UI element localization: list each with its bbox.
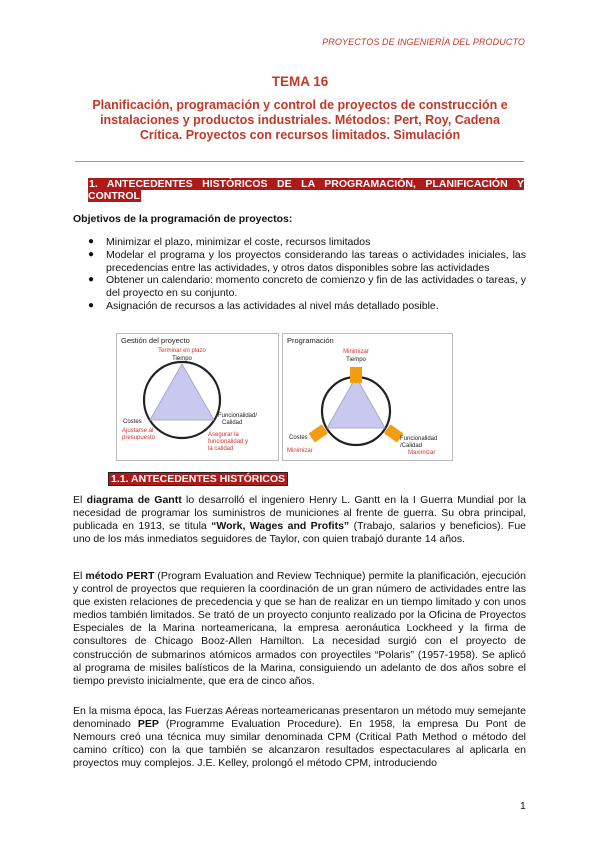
right-minimize-label: Minimizar	[287, 448, 313, 454]
left-top-label: Tiempo	[172, 356, 192, 362]
list-item-text: Asignación de recursos a las actividades al nivel más detallado posible.	[106, 299, 439, 312]
p3-text-2: (Programme Evaluation Procedure). En 1958, la empresa Du Pont de Nemours creó una técnica muy similar denominada CPM (Critical Path Method o método del camino crítico) con la que también se alcanzaron resultados espectaculares al aplicarla en proyectos muy complejos. J.E. Kelley, prolongó el método CPM, introduciendo	[73, 718, 526, 770]
left-top-red-label: Terminar en plazo	[158, 348, 206, 354]
left-costs-label: Costes	[123, 419, 142, 425]
section-1-heading-text: 1. ANTECEDENTES HISTÓRICOS DE LA PROGRAMACIÓN, PLANIFICACIÓN Y CONTROL	[88, 178, 524, 202]
project-triangle-figure	[116, 333, 454, 461]
right-costs-label: Costes	[289, 435, 308, 441]
paragraph-pert	[73, 570, 526, 688]
p1-text-1: El	[73, 494, 87, 506]
list-item	[73, 236, 526, 249]
paragraph-pep-cpm	[73, 705, 526, 770]
right-maximize-label: Maximizar	[408, 450, 436, 456]
left-quality-label-2: Calidad	[222, 420, 243, 426]
list-item	[73, 300, 526, 313]
left-budget-label-1: Ajustarse al	[122, 428, 154, 434]
p1-text-3: (Trabajo, salarios y beneficios). Fue uno de los más inmediatos seguidores de Taylor, con quien trabajó durante 14 años.	[73, 520, 526, 546]
list-item	[73, 249, 526, 275]
right-panel-title: Programación	[287, 336, 334, 345]
title-divider	[75, 161, 524, 162]
p3-bold-1: PEP	[137, 718, 159, 731]
right-top-label: Tiempo	[346, 357, 366, 363]
objectives-list	[73, 236, 526, 313]
time-slider-handle	[350, 367, 362, 383]
p2-bold-1: método PERT	[85, 570, 155, 582]
list-item	[73, 274, 526, 300]
topic-number: TEMA 16	[271, 74, 329, 89]
paragraph-gantt	[73, 494, 526, 546]
topic-title: Planificación, programación y control de proyectos de construcción e instalaciones y productos industriales. Métodos: Pert, Roy, Cadena Crítica. Proyectos con recursos limitados. Simulación	[92, 98, 508, 142]
left-ensure-label-2: funcionalidad y	[208, 439, 249, 445]
bullet-icon: ●	[88, 299, 95, 311]
left-panel-title: Gestión del proyecto	[121, 336, 190, 345]
right-top-red-label: Minimizar	[343, 349, 369, 355]
objectives-heading: Objetivos de la programación de proyectos:	[73, 213, 293, 225]
p2-text-2: (Program Evaluation and Review Technique) permite la planificación, ejecución y control de proyectos que requieren la coordinación de un gran número de actividades entre las que existen relaciones de precedencia y que se han de realizar en un tiempo limitado y con unos medios también limitados. Se trató de un proyecto conjunto realizado por la Oficina de Proyectos Especiales de la Marina norteamericana, la empresa aeronáutica Lockheed y la firma de consultores de Chicago Booz-Allen Hamilton. La necesidad surgió con el proyecto de construcción de submarinos atómicos armados con proyectiles “Polaris” (1957-1958). Se aplicó al programa de misiles balísticos de la Marina, consiguiendo un adelanto de dos años sobre el tiempo previsto inicialmente, que era de cinco años.	[73, 570, 526, 687]
p1-bold-1: diagrama de Gantt	[86, 494, 182, 506]
list-item-text: Obtener un calendario: momento concreto de comienzo y fin de las actividades o tareas, y del proyecto en su conjunto.	[106, 274, 526, 300]
p3-text-1: En la misma época, las Fuerzas Aéreas norteamericanas presentaron un método muy semejante denominado	[73, 705, 526, 731]
left-ensure-label-1: Asegurar la	[208, 432, 239, 438]
bullet-icon: ●	[88, 236, 95, 247]
section-1-heading	[88, 178, 524, 202]
p2-text-1: El	[73, 570, 86, 582]
list-item-text: Minimizar el plazo, minimizar el coste, recursos limitados	[106, 236, 371, 248]
bullet-icon: ●	[88, 274, 95, 286]
p1-bold-2: “Work, Wages and Profits”	[211, 520, 350, 533]
bullet-icon: ●	[88, 248, 95, 260]
right-quality-label-2: /Calidad	[400, 443, 423, 449]
list-item-text: Modelar el programa y los proyectos considerando las tareas o actividades iniciales, las precedencias entre las actividades, y otros datos disponibles sobre las actividades	[106, 248, 526, 274]
right-quality-label-1: Funcionalidad	[400, 436, 438, 442]
triangle-diagrams	[116, 333, 454, 461]
left-budget-label-2: presupuesto	[122, 435, 156, 441]
page-number: 1	[520, 800, 526, 812]
p1-text-2: lo desarrolló el ingeniero Henry L. Gantt en la I Guerra Mundial por la necesidad de programar los suministros de municiones al frente de guerra. Su obra principal, publicada en 1913, se titula	[73, 494, 526, 533]
section-1-1-heading: 1.1. ANTECEDENTES HISTÓRICOS	[108, 472, 288, 486]
left-ensure-label-3: la calidad	[208, 446, 234, 452]
running-header: PROYECTOS DE INGENIERÍA DEL PRODUCTO	[322, 37, 525, 47]
left-quality-label-1: Funcionalidad/	[218, 413, 258, 419]
